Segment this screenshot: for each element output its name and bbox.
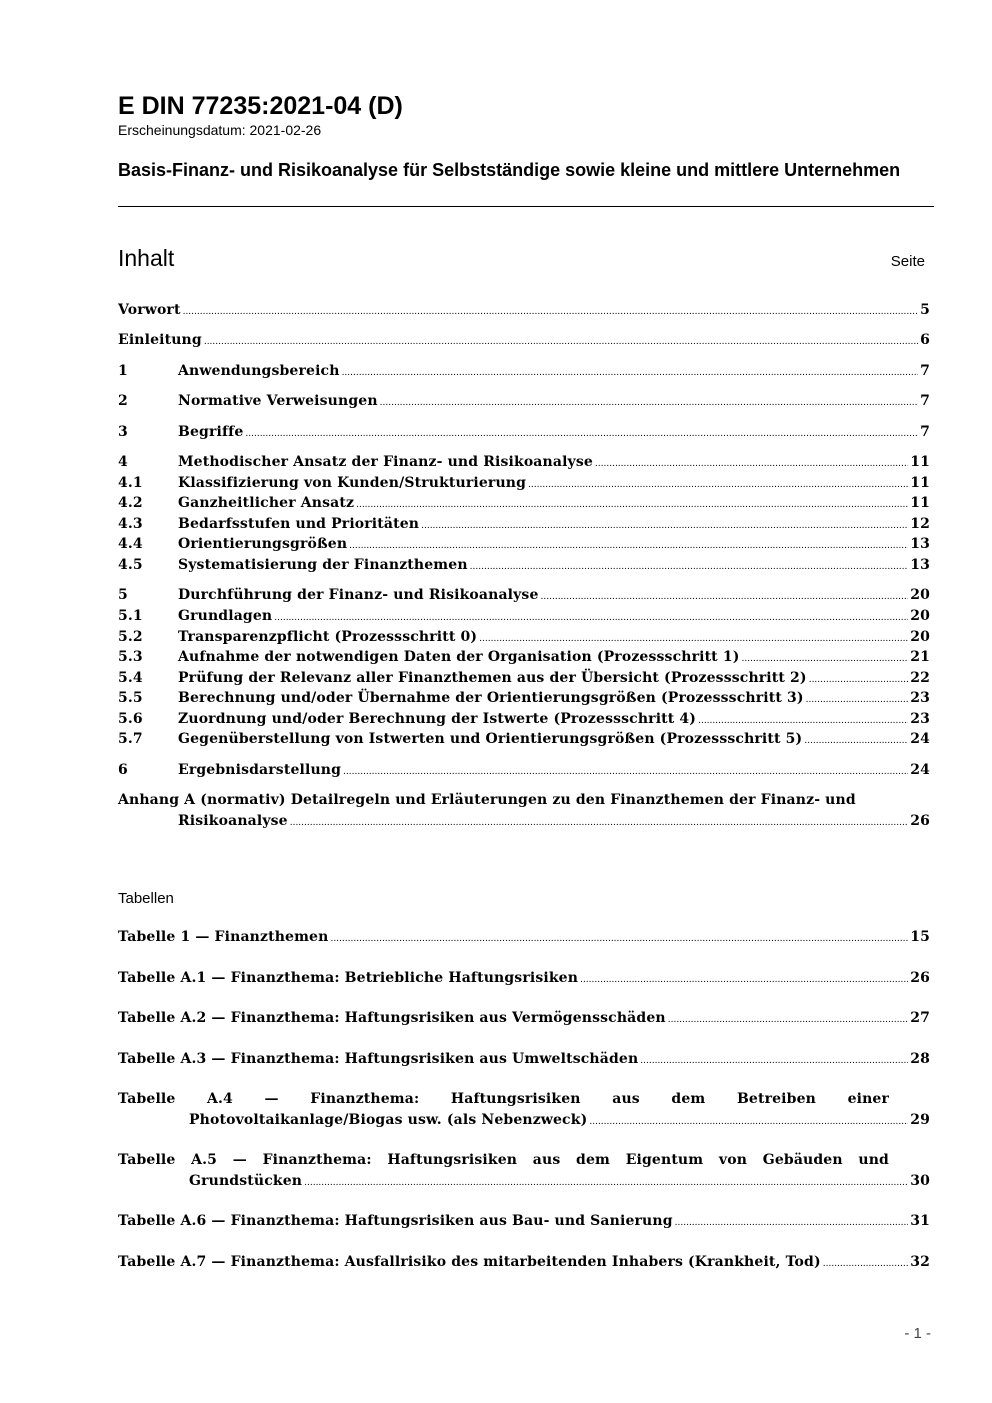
publication-date: Erscheinungsdatum: 2021-02-26	[118, 122, 322, 138]
toc-entry-5-5[interactable]	[118, 690, 930, 710]
toc-entry-4-4[interactable]	[118, 536, 930, 556]
toc-entry-title: Systematisierung der Finanzthemen	[178, 557, 468, 573]
toc-entry-title: Methodischer Ansatz der Finanz- und Risikoanalyse	[178, 454, 593, 470]
page-column-label: Seite	[890, 253, 925, 270]
word: —	[232, 1152, 247, 1168]
toc-entry-title: Normative Verweisungen	[178, 393, 378, 409]
word: dem	[576, 1152, 611, 1168]
dot-leader	[804, 736, 908, 746]
page-number: - 1 -	[904, 1325, 931, 1342]
word: von	[718, 1152, 748, 1168]
toc-entry-page: 7	[920, 363, 930, 379]
word: Gebäuden	[762, 1152, 843, 1168]
toc-entry-number: 6	[118, 762, 128, 778]
word: Haftungsrisiken	[387, 1152, 518, 1168]
document-id: E DIN 77235:2021-04 (D)	[118, 92, 403, 120]
word: Tabelle A.4	[118, 1091, 233, 1107]
toc-entry-page: 13	[910, 536, 930, 552]
toc-entry-number: 5	[118, 587, 128, 603]
toc-entry-title: Berechnung und/oder Übernahme der Orientierungsgrößen (Prozessschritt 3)	[178, 690, 804, 706]
toc-entry-page: 20	[910, 587, 930, 603]
dot-leader	[479, 634, 908, 644]
toc-entry-number: 5.7	[118, 731, 143, 747]
table-entry-a2[interactable]	[118, 1010, 930, 1030]
word: Eigentum	[625, 1152, 704, 1168]
toc-entry-number: 5.5	[118, 690, 143, 706]
dot-leader	[528, 480, 908, 490]
toc-entry-4-5[interactable]	[118, 557, 930, 577]
word: Finanzthema:	[310, 1091, 420, 1107]
table-entry-title: Photovoltaikanlage/Biogas usw. (als Nebenzweck)	[189, 1112, 588, 1128]
table-entry-title: Tabelle A.1 — Finanzthema: Betriebliche Haftungsrisiken	[118, 970, 579, 986]
toc-entry-5-7[interactable]	[118, 731, 930, 751]
toc-entry-number: 1	[118, 363, 128, 379]
toc-entry-5-6[interactable]	[118, 711, 930, 731]
toc-entry-page: 5	[920, 302, 930, 318]
toc-entry-title: Anhang A (normativ) Detailregeln und Erläuterungen zu den Finanzthemen der Finanz- und	[118, 792, 856, 808]
toc-entry-page: 20	[910, 608, 930, 624]
dot-leader	[580, 975, 908, 985]
toc-entry-title: Einleitung	[118, 332, 202, 348]
dot-leader	[349, 541, 908, 551]
table-entry-page: 26	[910, 970, 930, 986]
toc-entry-number: 5.2	[118, 629, 143, 645]
toc-entry-2[interactable]	[118, 393, 930, 413]
toc-entry-title: Transparenzpflicht (Prozessschritt 0)	[178, 629, 478, 645]
dot-leader	[742, 654, 909, 664]
toc-entry-title: Klassifizierung von Kunden/Strukturierung	[178, 475, 527, 491]
toc-entry-page: 24	[910, 731, 930, 747]
dot-leader	[380, 398, 918, 408]
toc-entry-annex-a-line2[interactable]	[178, 813, 930, 833]
word: Finanzthema:	[262, 1152, 372, 1168]
table-entry-a4-line2[interactable]	[189, 1112, 930, 1132]
toc-entry-5-2[interactable]	[118, 629, 930, 649]
word: dem	[671, 1091, 706, 1107]
dot-leader	[304, 1178, 908, 1188]
toc-entry-number: 3	[118, 424, 128, 440]
toc-entry-title: Durchführung der Finanz- und Risikoanalyse	[178, 587, 539, 603]
toc-entry-page: 11	[910, 454, 930, 470]
table-entry-title: Tabelle A.3 — Finanzthema: Haftungsrisiken aus Umweltschäden	[118, 1051, 639, 1067]
dot-leader	[183, 307, 919, 317]
title-divider	[118, 206, 934, 207]
toc-entry-title: Ergebnisdarstellung	[178, 762, 342, 778]
toc-entry-number: 2	[118, 393, 128, 409]
toc-entry-title: Ganzheitlicher Ansatz	[178, 495, 355, 511]
toc-entry-page: 23	[910, 690, 930, 706]
toc-entry-page: 20	[910, 629, 930, 645]
table-entry-page: 32	[910, 1254, 930, 1270]
toc-entry-annex-a-line1[interactable]	[118, 792, 930, 812]
toc-entry-number: 4	[118, 454, 128, 470]
toc-entry-page: 22	[910, 670, 930, 686]
table-entry-page: 15	[910, 929, 930, 945]
toc-entry-title: Grundlagen	[178, 608, 273, 624]
toc-entry-number: 5.1	[118, 608, 143, 624]
table-entry-page: 28	[910, 1051, 930, 1067]
toc-entry-title: Prüfung der Relevanz aller Finanzthemen aus der Übersicht (Prozessschritt 2)	[178, 670, 807, 686]
dot-leader	[204, 337, 918, 347]
toc-entry-page: 21	[910, 649, 930, 665]
toc-entry-number: 4.4	[118, 536, 143, 552]
table-entry-page: 27	[910, 1010, 930, 1026]
table-entry-a6[interactable]	[118, 1213, 930, 1233]
toc-entry-title: Zuordnung und/oder Berechnung der Istwerte (Prozessschritt 4)	[178, 711, 697, 727]
word: Betreiben	[736, 1091, 816, 1107]
toc-entry-page: 12	[910, 516, 930, 532]
toc-entry-4-1[interactable]	[118, 475, 930, 495]
table-entry-1[interactable]	[118, 929, 930, 949]
dot-leader	[290, 818, 908, 828]
dot-leader	[421, 521, 908, 531]
dot-leader	[342, 368, 919, 378]
table-entry-a4-line1[interactable]	[118, 1091, 889, 1111]
toc-entry-title: Risikoanalyse	[178, 813, 288, 829]
word: aus	[612, 1091, 640, 1107]
toc-entry-number: 4.2	[118, 495, 143, 511]
dot-leader	[589, 1117, 908, 1127]
toc-entry-title: Anwendungsbereich	[178, 363, 340, 379]
dot-leader	[668, 1015, 908, 1025]
dot-leader	[356, 500, 908, 510]
document-title: Basis-Finanz- und Risikoanalyse für Selbstständige sowie kleine und mittlere Unternehmen	[118, 160, 901, 180]
word: und	[858, 1152, 889, 1168]
toc-entry-title: Bedarfsstufen und Prioritäten	[178, 516, 420, 532]
toc-entry-number: 5.4	[118, 670, 143, 686]
toc-entry-number: 5.3	[118, 649, 143, 665]
table-entry-a5-line2[interactable]	[189, 1173, 930, 1193]
toc-entry-vorwort[interactable]	[118, 302, 930, 322]
table-entry-a1[interactable]	[118, 970, 930, 990]
toc-entry-number: 5.6	[118, 711, 143, 727]
table-entry-title: Tabelle A.2 — Finanzthema: Haftungsrisiken aus Vermögensschäden	[118, 1010, 666, 1026]
toc-entry-title: Gegenüberstellung von Istwerten und Orientierungsgrößen (Prozessschritt 5)	[178, 731, 803, 747]
toc-entry-number: 4.5	[118, 557, 143, 573]
table-entry-title: Tabelle 1 — Finanzthemen	[118, 929, 329, 945]
dot-leader	[823, 1259, 908, 1269]
toc-entry-title: Orientierungsgrößen	[178, 536, 348, 552]
toc-entry-page: 23	[910, 711, 930, 727]
toc-entry-number: 4.3	[118, 516, 143, 532]
toc-entry-5-1[interactable]	[118, 608, 930, 628]
dot-leader	[330, 934, 908, 944]
table-entry-page: 31	[910, 1213, 930, 1229]
word: Haftungsrisiken	[450, 1091, 581, 1107]
toc-entry-4-2[interactable]	[118, 495, 930, 515]
tables-heading: Tabellen	[118, 890, 174, 907]
toc-entry-page: 11	[910, 475, 930, 491]
table-entry-a3[interactable]	[118, 1051, 930, 1071]
table-entry-title: Tabelle A.7 — Finanzthema: Ausfallrisiko des mitarbeitenden Inhabers (Krankheit, Tod)	[118, 1254, 821, 1270]
dot-leader	[541, 592, 909, 602]
toc-entry-6[interactable]	[118, 762, 930, 782]
table-entry-a7[interactable]	[118, 1254, 930, 1274]
table-entry-page: 29	[910, 1112, 930, 1128]
table-entry-page: 30	[910, 1173, 930, 1189]
toc-heading: Inhalt	[118, 245, 175, 271]
word: Tabelle A.5	[118, 1152, 218, 1168]
toc-entry-page: 6	[920, 332, 930, 348]
toc-entry-number: 4.1	[118, 475, 143, 491]
word: —	[264, 1091, 279, 1107]
toc-entry-page: 7	[920, 424, 930, 440]
toc-entry-einleitung[interactable]	[118, 332, 930, 352]
dot-leader	[245, 429, 918, 439]
toc-entry-3[interactable]	[118, 424, 930, 444]
dot-leader	[595, 459, 908, 469]
dot-leader	[274, 613, 908, 623]
toc-entry-5[interactable]	[118, 587, 930, 607]
toc-entry-page: 7	[920, 393, 930, 409]
dot-leader	[809, 675, 909, 685]
word: einer	[847, 1091, 889, 1107]
dot-leader	[698, 716, 908, 726]
dot-leader	[806, 695, 909, 705]
toc-entry-title: Aufnahme der notwendigen Daten der Organisation (Prozessschritt 1)	[178, 649, 740, 665]
table-entry-a5-line1[interactable]	[118, 1152, 889, 1172]
toc-entry-page: 26	[910, 813, 930, 829]
toc-entry-4-3[interactable]	[118, 516, 930, 536]
toc-entry-1[interactable]	[118, 363, 930, 383]
dot-leader	[640, 1056, 908, 1066]
table-entry-title: Grundstücken	[189, 1173, 303, 1189]
toc-entry-5-4[interactable]	[118, 670, 930, 690]
toc-entry-4[interactable]	[118, 454, 930, 474]
dot-leader	[470, 562, 909, 572]
toc-entry-title: Vorwort	[118, 302, 181, 318]
word: aus	[532, 1152, 561, 1168]
table-entry-title: Tabelle A.6 — Finanzthema: Haftungsrisiken aus Bau- und Sanierung	[118, 1213, 673, 1229]
toc-entry-page: 13	[910, 557, 930, 573]
toc-entry-page: 11	[910, 495, 930, 511]
dot-leader	[675, 1218, 909, 1228]
toc-entry-page: 24	[910, 762, 930, 778]
toc-entry-title: Begriffe	[178, 424, 244, 440]
dot-leader	[343, 767, 908, 777]
toc-entry-5-3[interactable]	[118, 649, 930, 669]
